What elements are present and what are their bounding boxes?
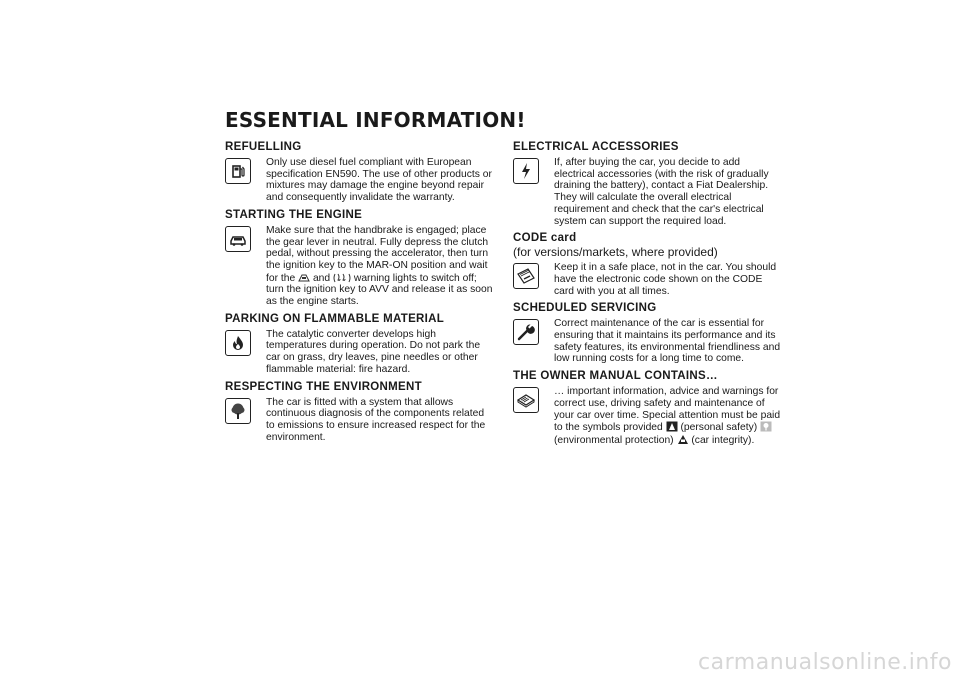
right-column [513, 140, 793, 451]
check-engine-warning-icon [298, 272, 310, 283]
section-text: Only use diesel fuel compliant with European specification EN590. The use of other products or mixtures may damage the engine beyond repair and consequently invalidate the warranty. [266, 157, 492, 204]
text-part: and [312, 272, 331, 284]
car-integrity-icon [677, 434, 689, 445]
environmental-protection-icon [760, 421, 772, 432]
section-text [266, 225, 494, 308]
section-text: The catalytic converter develops high temperatures during operation. Do not park the car on grass, dry leaves, pine needles or other flammable material: fire hazard. [266, 328, 481, 375]
section-text: Correct maintenance of the car is essential for ensuring that it maintains its performance and its safety features, its environmental friendliness and low running costs for a long time to come. [554, 318, 781, 365]
section-heading: ELECTRICAL ACCESSORIES [513, 141, 679, 153]
section-code-card [513, 231, 793, 297]
code-card-icon [513, 263, 539, 289]
watermark: carmanualsonline.info [698, 650, 952, 675]
section-electrical-accessories [513, 140, 793, 227]
manual-book-icon [513, 387, 539, 413]
section-starting-engine [225, 208, 505, 308]
section-text: The car is fitted with a system that allows continuous diagnosis of the components related to emissions to ensure increased respect for the environment. [266, 396, 486, 443]
text-part: Make sure that the handbrake is engaged; place the gear lever in neutral. Fully depress the clutch pedal, without pressing the accelerator, then turn the ignition key to the MAR-ON position and wait for the [266, 224, 489, 284]
glow-plug-warning-icon [333, 272, 351, 283]
section-heading: PARKING ON FLAMMABLE MATERIAL [225, 312, 445, 325]
text-part: (car integrity). [691, 434, 755, 446]
left-column [225, 140, 505, 447]
tree-icon [225, 398, 251, 424]
section-heading: STARTING THE ENGINE [225, 208, 363, 221]
section-heading: THE OWNER MANUAL CONTAINS… [513, 370, 718, 383]
text-part: warning lights to switch off; turn the ignition key to AVV and release it as soon as the engine starts. [266, 272, 493, 308]
section-heading: SCHEDULED SERVICING [513, 302, 657, 315]
section-parking-flammable [225, 312, 505, 376]
lightning-icon [513, 158, 539, 184]
page-title: ESSENTIAL INFORMATION! [225, 108, 526, 132]
section-environment [225, 380, 505, 444]
car-icon [225, 226, 251, 252]
fire-icon [225, 330, 251, 356]
section-text [554, 386, 782, 447]
section-text: If, after buying the car, you decide to add electrical accessories (with the risk of gradually draining the battery), contact a Fiat Dealership. They will calculate the overall electrical requirement and check that the car's electrical system can support the required load. [554, 157, 769, 227]
section-text: Keep it in a safe place, not in the car. You should have the electronic code shown on the CODE card with you at all times. [554, 262, 777, 297]
fuel-pump-icon [225, 158, 251, 184]
section-refuelling [225, 140, 505, 204]
section-heading: REFUELLING [225, 141, 302, 153]
wrench-icon [513, 319, 539, 345]
section-owner-manual [513, 369, 793, 447]
section-heading: RESPECTING THE ENVIRONMENT [225, 380, 422, 393]
section-scheduled-servicing [513, 301, 793, 365]
section-heading: CODE card [513, 232, 577, 245]
text-part: … important information, advice and warnings for correct use, driving safety and maintenance of your car over time. Special attention must be paid to the symbols provided [554, 386, 781, 434]
section-subheading: (for versions/markets, where provided) [513, 245, 718, 260]
text-part: (personal safety) [680, 422, 758, 434]
personal-safety-icon [666, 421, 678, 432]
text-part: (environmental protection) [554, 434, 674, 446]
